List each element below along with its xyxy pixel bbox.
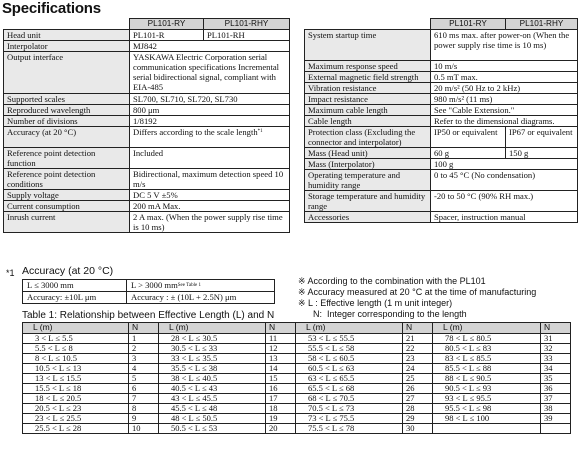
spec-row <box>4 212 290 233</box>
spec-value: 150 g <box>506 148 578 159</box>
table1-cell-length: 55.5 < L ≤ 58 <box>296 343 403 353</box>
table1-cell-length: 83 < L ≤ 85.5 <box>433 353 541 363</box>
table1-cell-length: 50.5 < L ≤ 53 <box>159 424 266 434</box>
table1-cell-n: 2 <box>129 343 159 353</box>
spec-value: See "Cable Extension." <box>431 105 578 116</box>
accuracy-title: Accuracy (at 20 °C) <box>22 265 114 277</box>
spec-value: 610 ms max. after power-on (When the power supply rise time is 10 ms) <box>431 30 578 61</box>
table1-cell-n: 21 <box>403 333 433 343</box>
note-item: ※ Accuracy measured at 20 °C at the time of manufacturing <box>298 287 537 297</box>
spec-value: IP50 or equivalent <box>431 127 506 148</box>
table1-cell-length: 3 < L ≤ 5.5 <box>23 333 129 343</box>
table1-cell-length: 13 < L ≤ 15.5 <box>23 373 129 383</box>
table1-cell-length: 60.5 < L ≤ 63 <box>296 363 403 373</box>
table1-cell-n: 14 <box>266 363 296 373</box>
spec-row <box>305 105 578 116</box>
table1-cell-n: 5 <box>129 373 159 383</box>
spec-label: Inrush current <box>4 212 130 233</box>
spec-row <box>4 94 290 105</box>
table1-cell-length: 78 < L ≤ 80.5 <box>433 333 541 343</box>
table1-cell-length: 70.5 < L ≤ 73 <box>296 404 403 414</box>
table1-cell-n: 26 <box>403 383 433 393</box>
spec-value: DC 5 V ±5% <box>130 190 290 201</box>
header-model-ry: PL101-RY <box>130 19 204 30</box>
table1-cell-length: 38 < L ≤ 40.5 <box>159 373 266 383</box>
spec-row <box>305 159 578 170</box>
table1-header-length: L (m) <box>23 323 129 334</box>
table1-cell-n <box>541 424 571 434</box>
table1-cell-n: 23 <box>403 353 433 363</box>
spec-value: YASKAWA Electric Corporation serial communication specifications Incremental serial bidirectional signal, compliant with EIA-485 <box>130 52 290 94</box>
spec-label: Cable length <box>305 116 431 127</box>
table1-cell-length: 43 < L ≤ 45.5 <box>159 394 266 404</box>
spec-row <box>305 61 578 72</box>
see-table-ref: See Table 1 <box>177 283 201 288</box>
header-blank <box>305 19 431 30</box>
notes-list <box>298 276 536 320</box>
table1-cell-n: 4 <box>129 363 159 373</box>
spec-label: Accessories <box>305 212 431 223</box>
footnote-marker: *1 <box>6 268 15 278</box>
table1-cell-n: 1 <box>129 333 159 343</box>
table1-cell-length: 88 < L ≤ 90.5 <box>433 373 541 383</box>
spec-row <box>4 41 290 52</box>
accuracy-value-text: Differs according to the scale length <box>133 127 258 137</box>
table1-cell-length: 90.5 < L ≤ 93 <box>433 383 541 393</box>
table1-cell-length: 45.5 < L ≤ 48 <box>159 404 266 414</box>
table1-cell-n: 31 <box>541 333 571 343</box>
table1-cell-length: 23 < L ≤ 25.5 <box>23 414 129 424</box>
table1-cell-n: 22 <box>403 343 433 353</box>
spec-row <box>305 191 578 212</box>
table1-cell-length: 85.5 < L ≤ 88 <box>433 363 541 373</box>
table1-cell-n: 16 <box>266 383 296 393</box>
table1-cell-length: 25.5 < L ≤ 28 <box>23 424 129 434</box>
table1-cell-n: 37 <box>541 394 571 404</box>
accuracy-value-short: Accuracy: ±10L μm <box>23 292 127 304</box>
footnote-ref: *1 <box>257 129 263 134</box>
spec-label: Interpolator <box>4 41 130 52</box>
table-row <box>23 424 571 434</box>
table1-cell-n: 12 <box>266 343 296 353</box>
table1-cell-n: 7 <box>129 394 159 404</box>
spec-row <box>305 83 578 94</box>
table1-cell-n: 33 <box>541 353 571 363</box>
table1-cell-n: 36 <box>541 383 571 393</box>
table1-cell-length: 68 < L ≤ 70.5 <box>296 394 403 404</box>
table1-cell-n: 8 <box>129 404 159 414</box>
spec-row <box>305 170 578 191</box>
spec-value: 1/8192 <box>130 116 290 127</box>
table1-cell-n: 19 <box>266 414 296 424</box>
accuracy-header-long: L > 3000 $mm^{See Table 1}$ <box>127 280 275 292</box>
spec-value: 0 to 45 °C (No condensation) <box>431 170 578 191</box>
table1-header-n: N <box>403 323 433 334</box>
spec-value: 980 m/s² (11 ms) <box>431 94 578 105</box>
spec-label: Impact resistance <box>305 94 431 105</box>
spec-table-left <box>3 18 290 233</box>
spec-row <box>4 201 290 212</box>
table-row <box>23 414 571 424</box>
table-row <box>23 383 571 393</box>
table1-cell-n: 17 <box>266 394 296 404</box>
spec-row <box>4 190 290 201</box>
spec-label: Reference point detection function <box>4 148 130 169</box>
table1-cell-length: 73 < L ≤ 75.5 <box>296 414 403 424</box>
table1-cell-n: 30 <box>403 424 433 434</box>
table-row <box>23 394 571 404</box>
table1-cell-length: 75.5 < L ≤ 78 <box>296 424 403 434</box>
spec-label: Output interface <box>4 52 130 94</box>
table1-header-length: L (m) <box>433 323 541 334</box>
spec-row <box>305 116 578 127</box>
table1-header-n: N <box>541 323 571 334</box>
table1-header-length: L (m) <box>296 323 403 334</box>
table1-cell-n: 27 <box>403 394 433 404</box>
spec-value: -20 to 50 °C (90% RH max.) <box>431 191 578 212</box>
spec-row <box>4 116 290 127</box>
spec-table-right <box>304 18 578 223</box>
accuracy-header-short: L ≤ 3000 mm <box>23 280 127 292</box>
table1-header-n: N <box>129 323 159 334</box>
spec-value: SL700, SL710, SL720, SL730 <box>130 94 290 105</box>
spec-row <box>305 94 578 105</box>
note-item: N: Integer corresponding to the length <box>298 309 467 319</box>
spec-row <box>305 148 578 159</box>
accuracy-value-long: Accuracy : ± (10L + 2.5N) μm <box>127 292 275 304</box>
table1-cell-n: 13 <box>266 353 296 363</box>
table1-cell-n: 15 <box>266 373 296 383</box>
table1-title: Table 1: Relationship between Effective Length (L) and N <box>22 310 275 321</box>
table1-cell-n: 6 <box>129 383 159 393</box>
spec-value: 10 m/s <box>431 61 578 72</box>
spec-label: Current consumption <box>4 201 130 212</box>
spec-value: 2 A max. (When the power supply rise time is 10 ms) <box>130 212 290 233</box>
spec-row <box>4 52 290 94</box>
spec-label: Reference point detection conditions <box>4 169 130 190</box>
spec-label: System startup time <box>305 30 431 61</box>
table1-cell-n: 34 <box>541 363 571 373</box>
table-row <box>23 353 571 363</box>
spec-label: Maximum cable length <box>305 105 431 116</box>
spec-label: Number of divisions <box>4 116 130 127</box>
table1-cell-n: 11 <box>266 333 296 343</box>
spec-value: Spacer, instruction manual <box>431 212 578 223</box>
header-model-rhy: PL101-RHY <box>204 19 290 30</box>
spec-value: 200 mA Max. <box>130 201 290 212</box>
table1-cell-n: 29 <box>403 414 433 424</box>
spec-row <box>305 212 578 223</box>
spec-value: 800 μm <box>130 105 290 116</box>
table1-cell-length: 80.5 < L ≤ 83 <box>433 343 541 353</box>
spec-label: Supply voltage <box>4 190 130 201</box>
accuracy-table <box>22 279 275 304</box>
table1-cell-n: 10 <box>129 424 159 434</box>
table1-cell-n: 20 <box>266 424 296 434</box>
spec-value: Refer to the dimensional diagrams. <box>431 116 578 127</box>
table1-cell-length: 10.5 < L ≤ 13 <box>23 363 129 373</box>
table1-cell-n: 3 <box>129 353 159 363</box>
table1-cell-length: 63 < L ≤ 65.5 <box>296 373 403 383</box>
spec-row <box>4 169 290 190</box>
table1-cell-n: 32 <box>541 343 571 353</box>
spec-label: External magnetic field strength <box>305 72 431 83</box>
spec-label: Maximum response speed <box>305 61 431 72</box>
spec-row <box>305 30 578 61</box>
table1-header-length: L (m) <box>159 323 266 334</box>
table-row <box>23 373 571 383</box>
table1-cell-length: 95.5 < L ≤ 98 <box>433 404 541 414</box>
table1-cell-n: 38 <box>541 404 571 414</box>
table1 <box>22 322 571 434</box>
table1-cell-n: 9 <box>129 414 159 424</box>
table1-cell-length: 30.5 < L ≤ 33 <box>159 343 266 353</box>
table1-cell-length: 20.5 < L ≤ 23 <box>23 404 129 414</box>
spec-value: 60 g <box>431 148 506 159</box>
table-row <box>23 333 571 343</box>
table1-cell-length: 48 < L ≤ 50.5 <box>159 414 266 424</box>
table1-cell-n: 24 <box>403 363 433 373</box>
spec-value: IP67 or equivalent <box>506 127 578 148</box>
spec-label: Reproduced wavelength <box>4 105 130 116</box>
header-model-rhy: PL101-RHY <box>506 19 578 30</box>
spec-label: Vibration resistance <box>305 83 431 94</box>
table1-cell-length: 40.5 < L ≤ 43 <box>159 383 266 393</box>
page-title: Specifications <box>2 0 101 17</box>
header-model-ry: PL101-RY <box>431 19 506 30</box>
table1-cell-n: 18 <box>266 404 296 414</box>
spec-value: PL101-RH <box>204 30 290 41</box>
spec-label: Storage temperature and humidity range <box>305 191 431 212</box>
spec-value: Included <box>130 148 290 169</box>
table1-cell-length: 18 < L ≤ 20.5 <box>23 394 129 404</box>
table1-cell-length: 53 < L ≤ 55.5 <box>296 333 403 343</box>
table1-cell-length: 58 < L ≤ 60.5 <box>296 353 403 363</box>
table-row <box>23 404 571 414</box>
spec-row <box>305 72 578 83</box>
spec-value: 0.5 mT max. <box>431 72 578 83</box>
spec-row <box>4 30 290 41</box>
table1-cell-n: 28 <box>403 404 433 414</box>
table-row <box>23 343 571 353</box>
table1-cell-length: 5.5 < L ≤ 8 <box>23 343 129 353</box>
spec-label: Accuracy (at 20 °C) <box>4 127 130 148</box>
note-item: ※ L : Effective length (1 m unit integer) <box>298 298 453 308</box>
table1-header-n: N <box>266 323 296 334</box>
table1-cell-n: 39 <box>541 414 571 424</box>
spec-label: Operating temperature and humidity range <box>305 170 431 191</box>
table1-cell-length: 33 < L ≤ 35.5 <box>159 353 266 363</box>
spec-label: Supported scales <box>4 94 130 105</box>
spec-row <box>4 148 290 169</box>
table1-cell-length: 8 < L ≤ 10.5 <box>23 353 129 363</box>
table-row <box>23 363 571 373</box>
table1-cell-length: 65.5 < L ≤ 68 <box>296 383 403 393</box>
table1-cell-n: 25 <box>403 373 433 383</box>
table1-cell-length: 15.5 < L ≤ 18 <box>23 383 129 393</box>
spec-value: 20 m/s² (50 Hz to 2 kHz) <box>431 83 578 94</box>
spec-value: 100 g <box>431 159 578 170</box>
table1-cell-length <box>433 424 541 434</box>
spec-label: Head unit <box>4 30 130 41</box>
spec-label: Mass (Interpolator) <box>305 159 431 170</box>
table1-cell-length: 28 < L ≤ 30.5 <box>159 333 266 343</box>
table1-cell-length: 98 < L ≤ 100 <box>433 414 541 424</box>
spec-label: Mass (Head unit) <box>305 148 431 159</box>
table1-cell-length: 93 < L ≤ 95.5 <box>433 394 541 404</box>
spec-label: Protection class (Excluding the connector and interpolator) <box>305 127 431 148</box>
table1-cell-n: 35 <box>541 373 571 383</box>
header-blank <box>4 19 130 30</box>
spec-value: PL101-R <box>130 30 204 41</box>
spec-value: MJ842 <box>130 41 290 52</box>
spec-row <box>4 127 290 148</box>
table1-cell-length: 35.5 < L ≤ 38 <box>159 363 266 373</box>
spec-row <box>305 127 578 148</box>
spec-value <box>130 127 290 148</box>
spec-row <box>4 105 290 116</box>
spec-value: Bidirectional, maximum detection speed 10 m/s <box>130 169 290 190</box>
note-item: ※ According to the combination with the PL101 <box>298 276 486 286</box>
